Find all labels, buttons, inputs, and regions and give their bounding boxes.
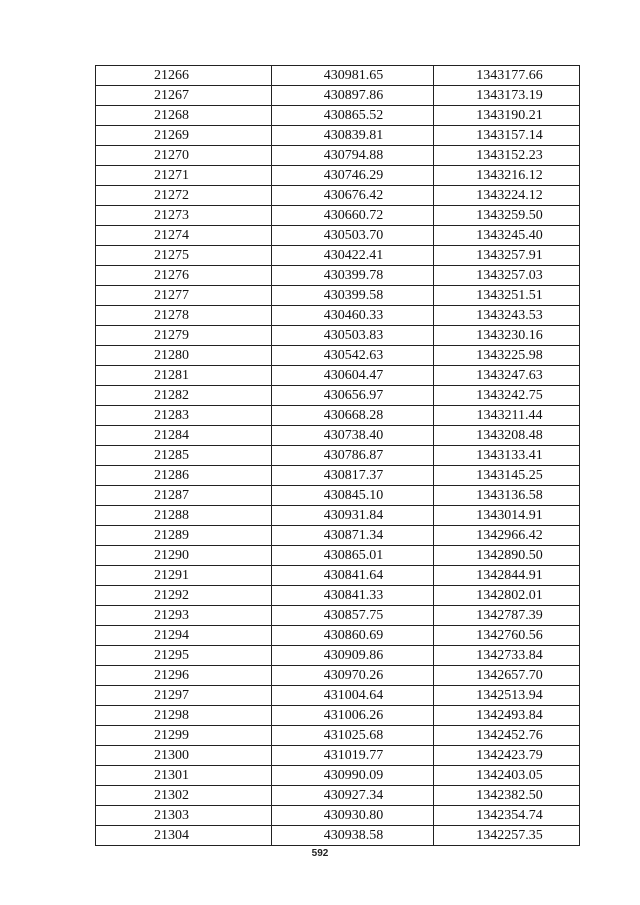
- table-row: [96, 526, 580, 546]
- point-id-cell: 21288: [96, 506, 272, 526]
- point-id-cell: 21299: [96, 726, 272, 746]
- point-id-cell: 21272: [96, 186, 272, 206]
- point-id-cell: 21301: [96, 766, 272, 786]
- y-coordinate-cell: 1343242.75: [434, 386, 580, 406]
- table-row: [96, 746, 580, 766]
- point-id-cell: 21266: [96, 66, 272, 86]
- point-id-cell: 21280: [96, 346, 272, 366]
- y-coordinate-cell: 1343257.03: [434, 266, 580, 286]
- table-row: [96, 306, 580, 326]
- point-id-cell: 21298: [96, 706, 272, 726]
- x-coordinate-cell: 430857.75: [272, 606, 434, 626]
- table-row: [96, 586, 580, 606]
- x-coordinate-cell: 430786.87: [272, 446, 434, 466]
- point-id-cell: 21267: [96, 86, 272, 106]
- y-coordinate-cell: 1343133.41: [434, 446, 580, 466]
- y-coordinate-cell: 1343230.16: [434, 326, 580, 346]
- x-coordinate-cell: 430399.78: [272, 266, 434, 286]
- y-coordinate-cell: 1343224.12: [434, 186, 580, 206]
- table-row: [96, 786, 580, 806]
- table-row: [96, 826, 580, 846]
- point-id-cell: 21303: [96, 806, 272, 826]
- y-coordinate-cell: 1343247.63: [434, 366, 580, 386]
- table-row: [96, 766, 580, 786]
- point-id-cell: 21289: [96, 526, 272, 546]
- x-coordinate-cell: 431006.26: [272, 706, 434, 726]
- y-coordinate-cell: 1342493.84: [434, 706, 580, 726]
- table-row: [96, 486, 580, 506]
- x-coordinate-cell: 430865.52: [272, 106, 434, 126]
- point-id-cell: 21293: [96, 606, 272, 626]
- point-id-cell: 21294: [96, 626, 272, 646]
- x-coordinate-cell: 430897.86: [272, 86, 434, 106]
- y-coordinate-cell: 1342733.84: [434, 646, 580, 666]
- page-number: 592: [311, 848, 329, 859]
- table-row: [96, 646, 580, 666]
- table-row: [96, 66, 580, 86]
- y-coordinate-cell: 1343251.51: [434, 286, 580, 306]
- table-row: [96, 386, 580, 406]
- x-coordinate-cell: 430930.80: [272, 806, 434, 826]
- y-coordinate-cell: 1343259.50: [434, 206, 580, 226]
- y-coordinate-cell: 1343243.53: [434, 306, 580, 326]
- x-coordinate-cell: 430860.69: [272, 626, 434, 646]
- x-coordinate-cell: 430865.01: [272, 546, 434, 566]
- table-row: [96, 726, 580, 746]
- x-coordinate-cell: 430938.58: [272, 826, 434, 846]
- table-row: [96, 146, 580, 166]
- point-id-cell: 21291: [96, 566, 272, 586]
- x-coordinate-cell: 430503.83: [272, 326, 434, 346]
- table-row: [96, 166, 580, 186]
- point-id-cell: 21276: [96, 266, 272, 286]
- table-row: [96, 366, 580, 386]
- y-coordinate-cell: 1343257.91: [434, 246, 580, 266]
- table-row: [96, 466, 580, 486]
- y-coordinate-cell: 1343216.12: [434, 166, 580, 186]
- table-row: [96, 126, 580, 146]
- point-id-cell: 21277: [96, 286, 272, 306]
- table-row: [96, 446, 580, 466]
- y-coordinate-cell: 1343190.21: [434, 106, 580, 126]
- x-coordinate-cell: 430668.28: [272, 406, 434, 426]
- table-row: [96, 606, 580, 626]
- x-coordinate-cell: 430839.81: [272, 126, 434, 146]
- x-coordinate-cell: 430817.37: [272, 466, 434, 486]
- coordinate-table: [95, 65, 580, 846]
- y-coordinate-cell: 1342657.70: [434, 666, 580, 686]
- point-id-cell: 21282: [96, 386, 272, 406]
- x-coordinate-cell: 430542.63: [272, 346, 434, 366]
- point-id-cell: 21269: [96, 126, 272, 146]
- table-row: [96, 626, 580, 646]
- table-row: [96, 506, 580, 526]
- y-coordinate-cell: 1343157.14: [434, 126, 580, 146]
- y-coordinate-cell: 1342760.56: [434, 626, 580, 646]
- table-row: [96, 686, 580, 706]
- x-coordinate-cell: 430931.84: [272, 506, 434, 526]
- point-id-cell: 21302: [96, 786, 272, 806]
- point-id-cell: 21292: [96, 586, 272, 606]
- y-coordinate-cell: 1342844.91: [434, 566, 580, 586]
- y-coordinate-cell: 1342423.79: [434, 746, 580, 766]
- point-id-cell: 21287: [96, 486, 272, 506]
- table-row: [96, 246, 580, 266]
- y-coordinate-cell: 1343177.66: [434, 66, 580, 86]
- point-id-cell: 21275: [96, 246, 272, 266]
- x-coordinate-cell: 430927.34: [272, 786, 434, 806]
- point-id-cell: 21271: [96, 166, 272, 186]
- x-coordinate-cell: 430841.33: [272, 586, 434, 606]
- y-coordinate-cell: 1342403.05: [434, 766, 580, 786]
- x-coordinate-cell: 430990.09: [272, 766, 434, 786]
- y-coordinate-cell: 1342966.42: [434, 526, 580, 546]
- table-row: [96, 106, 580, 126]
- point-id-cell: 21281: [96, 366, 272, 386]
- x-coordinate-cell: 430604.47: [272, 366, 434, 386]
- point-id-cell: 21300: [96, 746, 272, 766]
- y-coordinate-cell: 1342452.76: [434, 726, 580, 746]
- point-id-cell: 21290: [96, 546, 272, 566]
- point-id-cell: 21279: [96, 326, 272, 346]
- point-id-cell: 21273: [96, 206, 272, 226]
- x-coordinate-cell: 431004.64: [272, 686, 434, 706]
- point-id-cell: 21270: [96, 146, 272, 166]
- point-id-cell: 21268: [96, 106, 272, 126]
- table-row: [96, 346, 580, 366]
- y-coordinate-cell: 1343225.98: [434, 346, 580, 366]
- y-coordinate-cell: 1343208.48: [434, 426, 580, 446]
- y-coordinate-cell: 1342513.94: [434, 686, 580, 706]
- table-row: [96, 706, 580, 726]
- y-coordinate-cell: 1342802.01: [434, 586, 580, 606]
- table-row: [96, 426, 580, 446]
- point-id-cell: 21296: [96, 666, 272, 686]
- table-row: [96, 186, 580, 206]
- y-coordinate-cell: 1342382.50: [434, 786, 580, 806]
- point-id-cell: 21278: [96, 306, 272, 326]
- y-coordinate-cell: 1343211.44: [434, 406, 580, 426]
- table-row: [96, 546, 580, 566]
- x-coordinate-cell: 430503.70: [272, 226, 434, 246]
- x-coordinate-cell: 430794.88: [272, 146, 434, 166]
- y-coordinate-cell: 1343136.58: [434, 486, 580, 506]
- x-coordinate-cell: 430460.33: [272, 306, 434, 326]
- point-id-cell: 21286: [96, 466, 272, 486]
- x-coordinate-cell: 431019.77: [272, 746, 434, 766]
- table-row: [96, 266, 580, 286]
- table-row: [96, 286, 580, 306]
- x-coordinate-cell: 430746.29: [272, 166, 434, 186]
- table-row: [96, 566, 580, 586]
- y-coordinate-cell: 1342354.74: [434, 806, 580, 826]
- x-coordinate-cell: 430738.40: [272, 426, 434, 446]
- table-row: [96, 326, 580, 346]
- x-coordinate-cell: 430909.86: [272, 646, 434, 666]
- y-coordinate-cell: 1342787.39: [434, 606, 580, 626]
- point-id-cell: 21274: [96, 226, 272, 246]
- x-coordinate-cell: 431025.68: [272, 726, 434, 746]
- point-id-cell: 21304: [96, 826, 272, 846]
- point-id-cell: 21283: [96, 406, 272, 426]
- x-coordinate-cell: 430399.58: [272, 286, 434, 306]
- point-id-cell: 21295: [96, 646, 272, 666]
- point-id-cell: 21284: [96, 426, 272, 446]
- x-coordinate-cell: 430970.26: [272, 666, 434, 686]
- y-coordinate-cell: 1343014.91: [434, 506, 580, 526]
- x-coordinate-cell: 430676.42: [272, 186, 434, 206]
- point-id-cell: 21297: [96, 686, 272, 706]
- x-coordinate-cell: 430871.34: [272, 526, 434, 546]
- table-row: [96, 406, 580, 426]
- table-row: [96, 806, 580, 826]
- x-coordinate-cell: 430841.64: [272, 566, 434, 586]
- y-coordinate-cell: 1342890.50: [434, 546, 580, 566]
- x-coordinate-cell: 430845.10: [272, 486, 434, 506]
- y-coordinate-cell: 1343145.25: [434, 466, 580, 486]
- point-id-cell: 21285: [96, 446, 272, 466]
- coordinate-table-body: [96, 66, 580, 846]
- table-row: [96, 666, 580, 686]
- table-row: [96, 226, 580, 246]
- y-coordinate-cell: 1342257.35: [434, 826, 580, 846]
- table-row: [96, 86, 580, 106]
- x-coordinate-cell: 430981.65: [272, 66, 434, 86]
- y-coordinate-cell: 1343245.40: [434, 226, 580, 246]
- x-coordinate-cell: 430422.41: [272, 246, 434, 266]
- x-coordinate-cell: 430660.72: [272, 206, 434, 226]
- y-coordinate-cell: 1343173.19: [434, 86, 580, 106]
- table-row: [96, 206, 580, 226]
- x-coordinate-cell: 430656.97: [272, 386, 434, 406]
- y-coordinate-cell: 1343152.23: [434, 146, 580, 166]
